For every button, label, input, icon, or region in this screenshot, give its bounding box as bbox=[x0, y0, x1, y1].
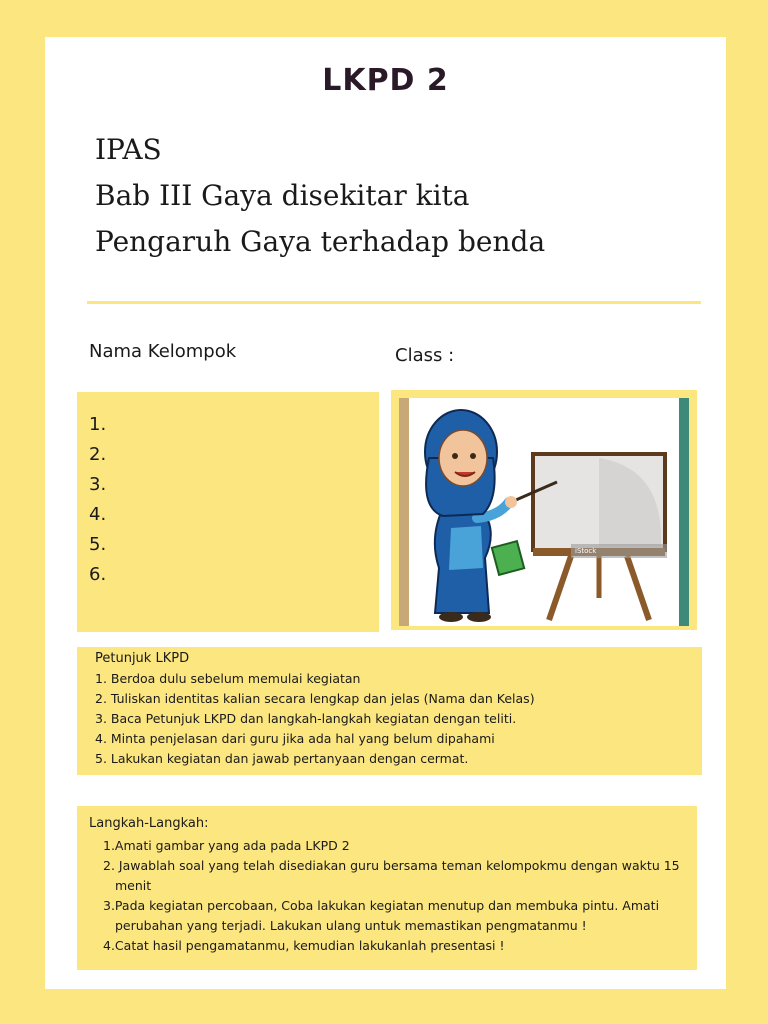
illustration-box bbox=[391, 390, 697, 630]
petunjuk-item: 4. Minta penjelasan dari guru jika ada hal yang belum dipahami bbox=[95, 731, 495, 746]
worksheet-page bbox=[45, 37, 726, 989]
divider bbox=[87, 301, 701, 304]
class-label: Class : bbox=[395, 345, 455, 366]
members-box bbox=[77, 392, 379, 632]
member-item: 1. bbox=[89, 414, 107, 435]
subject-line-3: Pengaruh Gaya terhadap benda bbox=[95, 225, 546, 258]
subject-block bbox=[95, 127, 545, 265]
petunjuk-list bbox=[95, 669, 535, 769]
subject-line-1: IPAS bbox=[95, 133, 162, 166]
petunjuk-box bbox=[77, 647, 702, 775]
watermark-text: iStock bbox=[575, 547, 597, 555]
petunjuk-item: 2. Tuliskan identitas kalian secara lengkap dan jelas (Nama dan Kelas) bbox=[95, 691, 535, 706]
teacher-illustration bbox=[399, 398, 689, 626]
langkah-item: 3.Pada kegiatan percobaan, Coba lakukan kegiatan menutup dan membuka pintu. Amati perubahan yang terjadi. Lakukan ulang untuk memastikan pengmatanmu ! bbox=[103, 898, 660, 933]
illustration-frame bbox=[399, 398, 689, 626]
petunjuk-item: 3. Baca Petunjuk LKPD dan langkah-langkah kegiatan dengan teliti. bbox=[95, 711, 517, 726]
page-title: LKPD 2 bbox=[322, 63, 449, 98]
nama-kelompok-label: Nama Kelompok bbox=[89, 341, 237, 362]
petunjuk-item: 5. Lakukan kegiatan dan jawab pertanyaan dengan cermat. bbox=[95, 751, 469, 766]
langkah-box bbox=[77, 806, 697, 970]
petunjuk-heading: Petunjuk LKPD bbox=[95, 651, 190, 666]
member-item: 2. bbox=[89, 444, 107, 465]
petunjuk-item: 1. Berdoa dulu sebelum memulai kegiatan bbox=[95, 671, 361, 686]
langkah-heading: Langkah-Langkah: bbox=[89, 816, 209, 831]
subject-line-2: Bab III Gaya disekitar kita bbox=[95, 179, 470, 212]
langkah-item: 2. Jawablah soal yang telah disediakan guru bersama teman kelompokmu dengan waktu 15 menit bbox=[103, 858, 680, 893]
member-item: 4. bbox=[89, 504, 107, 525]
members-list bbox=[89, 410, 106, 590]
langkah-item: 4.Catat hasil pengamatanmu, kemudian lakukanlah presentasi ! bbox=[103, 938, 505, 953]
member-item: 3. bbox=[89, 474, 107, 495]
member-item: 5. bbox=[89, 534, 107, 555]
member-item: 6. bbox=[89, 564, 107, 585]
langkah-item: 1.Amati gambar yang ada pada LKPD 2 bbox=[103, 838, 350, 853]
langkah-list bbox=[103, 836, 683, 956]
